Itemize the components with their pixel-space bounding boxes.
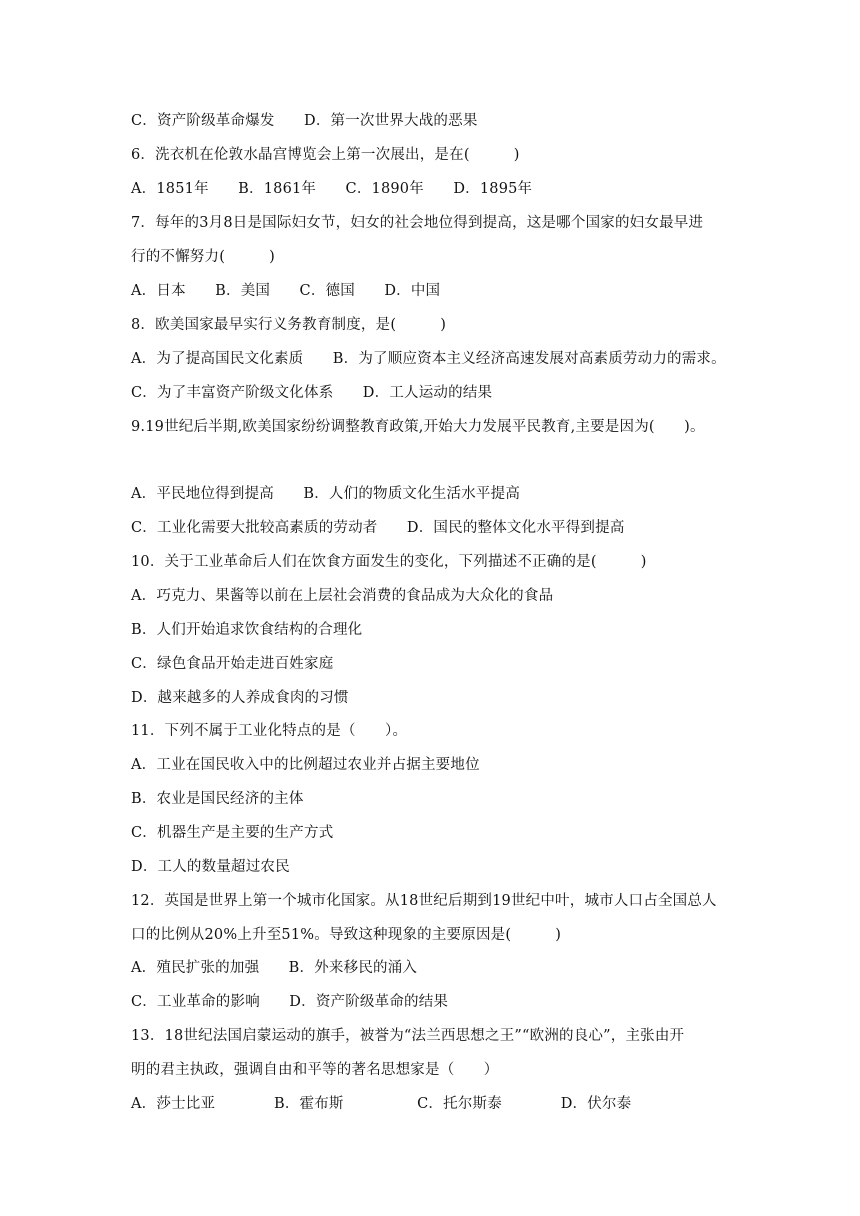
question-12-stem-line-2: 口的比例从20%上升至51%。导致这种现象的主要原因是( ) [131,927,562,943]
question-10-option-c: C．绿色食品开始走进百姓家庭 [131,656,334,672]
question-9-options-cd: C．工业化需要大批较高素质的劳动者 D．国民的整体文化水平得到提高 [131,520,625,536]
question-7-stem-line-2: 行的不懈努力( ) [131,249,276,265]
question-11-stem: 11．下列不属于工业化特点的是（ ）。 [131,723,408,739]
question-13-options: A．莎士比亚 B．霍布斯 C．托尔斯泰 D．伏尔泰 [131,1096,632,1112]
question-13-stem-line-1: 13．18世纪法国启蒙运动的旗手，被誉为“法兰西思想之王”“欧洲的良心”，主张由开 [131,1028,685,1044]
question-8-stem: 8．欧美国家最早实行义务教育制度，是( ) [131,317,447,333]
question-10-stem: 10．关于工业革命后人们在饮食方面发生的变化，下列描述不正确的是( ) [131,554,647,570]
question-11-option-d: D．工人的数量超过农民 [131,859,290,875]
question-9-stem: 9.19世纪后半期,欧美国家纷纷调整教育政策,开始大力发展平民教育,主要是因为( )。 [131,419,705,435]
question-12-options-ab: A．殖民扩张的加强 B．外来移民的涌入 [131,960,418,976]
question-11-option-a: A．工业在国民收入中的比例超过农业并占据主要地位 [131,757,480,773]
question-12-stem-line-1: 12．英国是世界上第一个城市化国家。从18世纪后期到19世纪中叶，城市人口占全国总人 [131,893,717,909]
question-13-stem-line-2: 明的君主执政，强调自由和平等的著名思想家是（ ） [131,1062,499,1078]
question-5-options-cd: C．资产阶级革命爆发 D．第一次世界大战的恶果 [131,113,478,129]
question-11-option-c: C．机器生产是主要的生产方式 [131,825,334,841]
question-6-stem: 6．洗衣机在伦敦水晶宫博览会上第一次展出，是在( ) [131,147,520,163]
question-10-option-b: B．人们开始追求饮食结构的合理化 [131,622,363,638]
question-8-options-ab: A．为了提高国民文化素质 B．为了顺应资本主义经济高速发展对高素质劳动力的需求。 [131,351,726,367]
question-12-options-cd: C．工业革命的影响 D．资产阶级革命的结果 [131,994,449,1010]
question-9-options-ab: A．平民地位得到提高 B．人们的物质文化生活水平提高 [131,486,521,502]
question-7-options: A．日本 B．美国 C．德国 D．中国 [131,283,441,299]
question-11-option-b: B．农业是国民经济的主体 [131,791,304,807]
question-10-option-d: D．越来越多的人养成食肉的习惯 [131,690,349,706]
question-8-options-cd: C．为了丰富资产阶级文化体系 D．工人运动的结果 [131,385,493,401]
question-7-stem-line-1: 7．每年的3月8日是国际妇女节，妇女的社会地位得到提高，这是哪个国家的妇女最早进 [131,215,704,231]
question-6-options: A．1851年 B．1861年 C．1890年 D．1895年 [131,181,533,197]
question-10-option-a: A．巧克力、果酱等以前在上层社会消费的食品成为大众化的食品 [131,588,554,604]
